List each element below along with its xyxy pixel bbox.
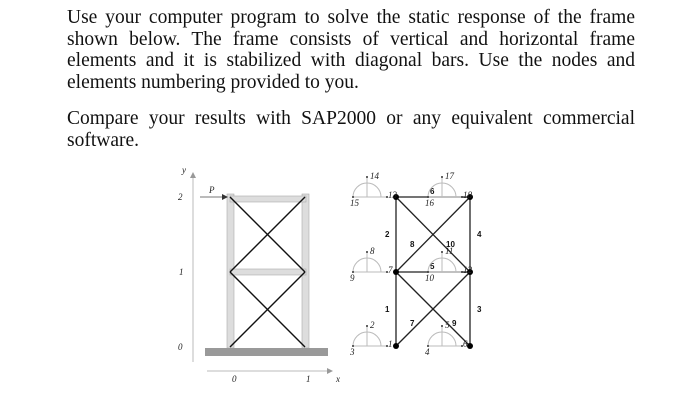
left-frame-figure [178,165,340,384]
comparison-instruction: Compare your results with SAP2000 or any equivalent commercial software. [67,108,635,151]
y-tick: 2 [178,192,183,202]
dof-glyph [349,320,393,357]
dof-glyph [350,171,398,208]
element-label: 7 [410,319,415,328]
y-tick: 1 [179,267,184,277]
dof-label: 1 [388,339,393,349]
dof-glyph [350,246,393,283]
x-axis-label: x [336,374,340,384]
y-axis-arrow-icon [190,172,196,178]
ground [205,348,328,356]
dof-glyph [425,320,468,357]
dof-label: 3 [350,347,355,357]
dof-label: 8 [370,246,375,256]
dof-label: 6 [463,339,468,349]
x-axis-arrow-icon [327,368,333,374]
element-label: 9 [452,319,457,328]
dof-label: 4 [425,347,430,357]
element-label: 2 [385,230,390,239]
x-tick: 0 [232,374,237,384]
y-axis-label: y [182,165,186,175]
problem-statement: Use your computer program to solve the static response of the frame shown below. The frame consists of vertical and horizontal frame elements and it is stabilized with diagonal bars. Use the nodes and elements numbering provided to you. [67,7,635,93]
dof-label: 14 [370,171,379,181]
dof-label: 15 [350,198,359,208]
element-label: 4 [477,230,482,239]
beam [230,196,306,202]
element-label: 10 [446,240,455,249]
dof-label: 10 [425,273,434,283]
element-label: 5 [430,262,435,271]
element-label: 6 [430,187,435,196]
dof-label: 5 [445,320,450,330]
element-label: 3 [477,305,482,314]
dof-label: 18 [463,190,472,200]
dof-label: 11 [445,246,454,256]
beam [230,269,306,275]
dof-label: 12 [463,265,472,275]
x-tick: 1 [306,374,311,384]
dof-label: 16 [425,198,434,208]
dof-label: 13 [388,190,397,200]
dof-label: 17 [445,171,454,181]
y-tick: 0 [178,342,183,352]
dof-label: 2 [370,320,375,330]
load-label: P [209,185,215,195]
element-label: 1 [385,305,390,314]
element-label: 8 [410,240,415,249]
dof-label: 7 [388,265,393,275]
dof-label: 9 [350,273,355,283]
